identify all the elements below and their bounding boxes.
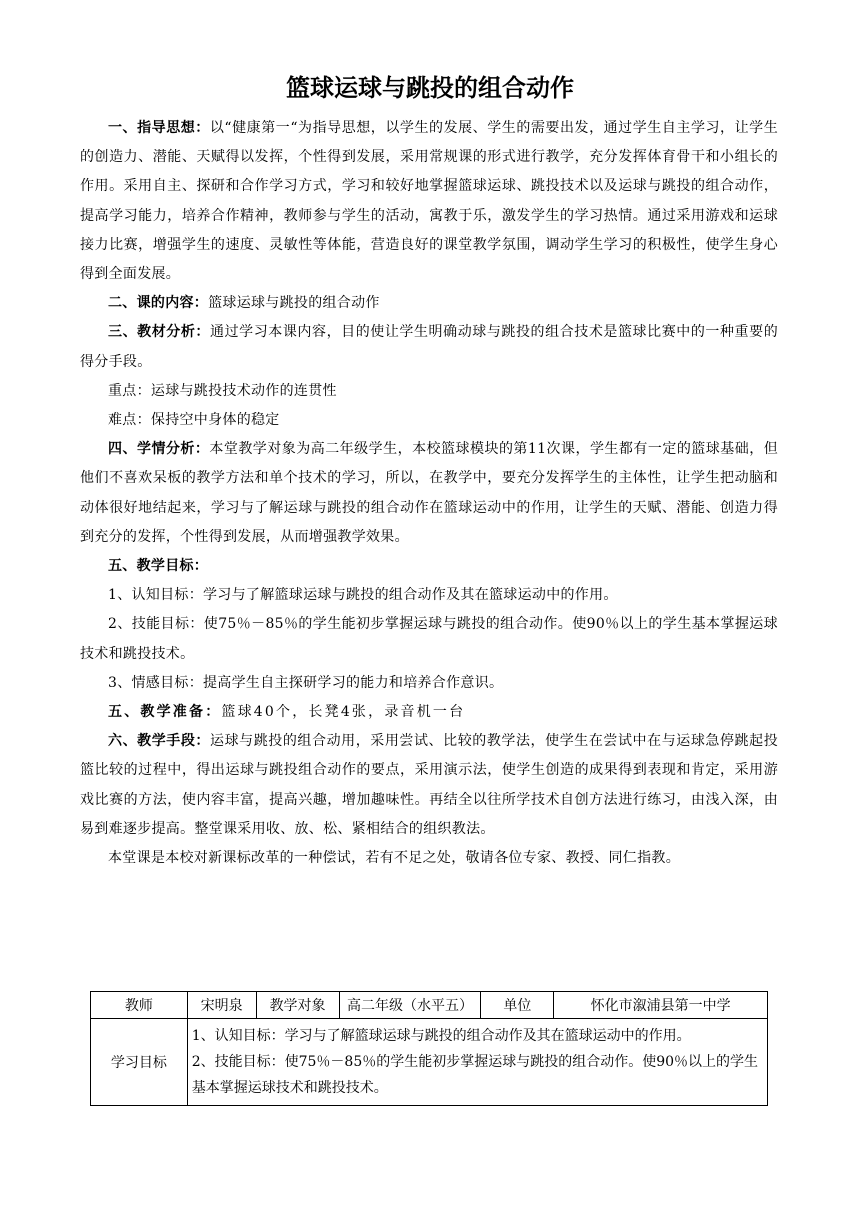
unit-cell: 怀化市溆浦县第一中学 (554, 992, 768, 1019)
objectives-label: 五、教学目标： (108, 558, 209, 575)
content-paragraph (80, 289, 778, 318)
teacher-cell: 宋明泉 (187, 992, 256, 1019)
closing-paragraph: 本堂课是本校对新课标改革的一种偿试，若有不足之处，敬请各位专家、教授、同仁指教。 (108, 850, 680, 867)
learner-label: 四、学情分析： (108, 441, 210, 458)
goal-item: 2、技能目标：使75％－85％的学生能初步掌握运球与跳投的组合动作。使90％以上的学生基本掌握运球技术和跳投技术。 (191, 1054, 759, 1096)
preparation-label: 五、教学准备： (108, 704, 222, 721)
goal-item: 1、认知目标：学习与了解篮球运球与跳投的组合动作及其在篮球运动中的作用。 (191, 1028, 691, 1044)
analysis-paragraph (80, 318, 778, 376)
goals-label-cell: 学习目标 (91, 1019, 188, 1106)
content-text: 篮球运球与跳投的组合动作 (208, 295, 380, 312)
difficulty: 难点：保持空中身体的稳定 (108, 412, 280, 429)
objectives-heading (80, 552, 778, 581)
analysis-text: 通过学习本课内容，目的使让学生明确动球与跳投的组合技术是篮球比赛中的一种重要的得分手段。 (80, 324, 778, 370)
objective-item: 2、技能目标：使75％－85％的学生能初步掌握运球与跳投的组合动作。使90％以上的学生基本掌握运球技术和跳投技术。 (80, 616, 778, 662)
lesson-info-table (90, 991, 768, 1106)
table-row (91, 992, 768, 1019)
preparation-paragraph (80, 698, 778, 727)
audience-cell: 高二年级（水平五） (339, 992, 481, 1019)
key-point: 重点：运球与跳投技术动作的连贯性 (108, 382, 337, 399)
analysis-label: 三、教材分析： (108, 324, 210, 341)
content-label: 二、课的内容： (108, 295, 209, 312)
objective-item: 1、认知目标：学习与了解篮球运球与跳投的组合动作及其在篮球运动中的作用。 (108, 587, 618, 604)
teacher-label-cell: 教师 (91, 992, 188, 1019)
objective-item: 3、情感目标：提高学生自主探研学习的能力和培养合作意识。 (108, 674, 504, 691)
guide-label: 一、指导思想： (108, 120, 210, 136)
methods-paragraph (80, 727, 778, 844)
goals-cell (187, 1019, 767, 1106)
methods-text: 运球与跳投的组合动用，采用尝试、比较的教学法，使学生在尝试中在与运球急停跳起投篮比较的过程中，得出运球与跳投组合动作的要点，采用演示法，使学生创造的成果得到表现和肯定，采用游戏比赛的方法，使内容丰富，提高兴趣，增加趣味性。再结全以往所学技术自创方法进行练习，由浅入深，由易到难逐步提高。整堂课采用收、放、松、紧相结合的组织教法。 (80, 733, 778, 837)
table-row (91, 1019, 768, 1106)
document-title: 篮球运球与跳投的组合动作 (286, 73, 574, 102)
audience-label-cell: 教学对象 (256, 992, 339, 1019)
guide-paragraph (80, 114, 778, 289)
document-body (80, 114, 778, 873)
methods-label: 六、教学手段： (108, 733, 210, 750)
learner-paragraph (80, 435, 778, 552)
learner-text: 本堂教学对象为高二年级学生，本校篮球模块的第11次课，学生都有一定的篮球基础，但他们不喜欢呆板的教学方法和单个技术的学习，所以，在教学中，要充分发挥学生的主体性，让学生把动脑和动体很好地结起来，学习与了解运球与跳投的组合动作在篮球运动中的作用，让学生的天赋、潜能、创造力得到充分的发挥，个性得到发展，从而增强教学效果。 (80, 441, 778, 545)
preparation-text: 篮球40个，长凳4张，录音机一台 (221, 704, 466, 721)
guide-text: 以“健康第一“为指导思想，以学生的发展、学生的需要出发，通过学生自主学习，让学生的创造力、潜能、天赋得以发挥，个性得到发展，采用常规课的形式进行教学，充分发挥体育骨干和小组长的作用。采用自主、探研和合作学习方式，学习和较好地掌握篮球运球、跳投技术以及运球与跳投的组合动作，提高学习能力，培养合作精神，教师参与学生的活动，寓教于乐，激发学生的学习热情。通过采用游戏和运球接力比赛，增强学生的速度、灵敏性等体能，营造良好的课堂教学氛围，调动学生学习的积极性，使学生身心得到全面发展。 (80, 120, 779, 283)
unit-label-cell: 单位 (481, 992, 554, 1019)
